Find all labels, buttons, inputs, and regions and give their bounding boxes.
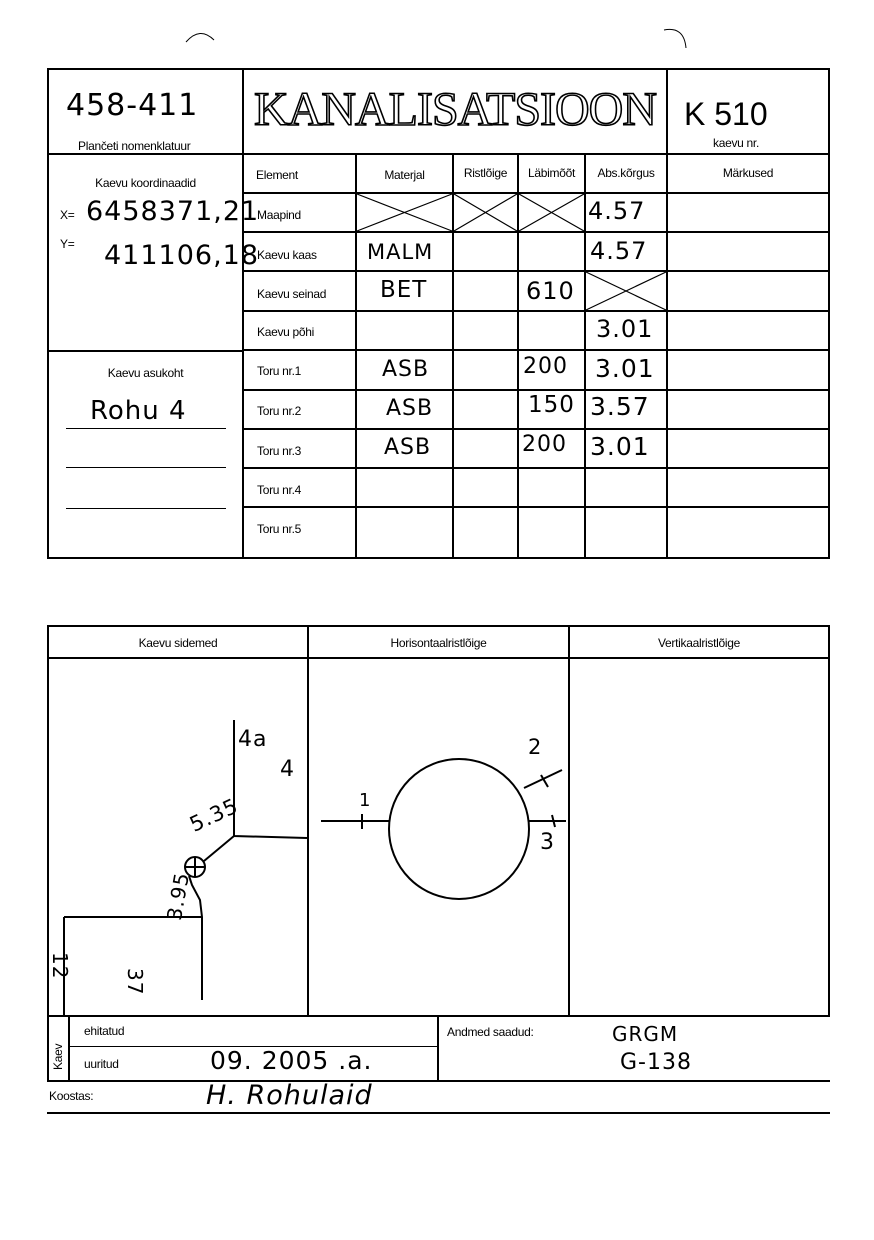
row-label: Toru nr.2: [257, 404, 301, 418]
nomenclature-label: Plančeti nomenklatuur: [78, 139, 191, 153]
author-label: Koostas:: [49, 1089, 94, 1103]
cell-abs-height: 3.01: [596, 315, 654, 343]
well-number-label: kaevu nr.: [713, 136, 759, 150]
cell-diameter: 610: [526, 277, 575, 305]
nomenclature-value: 458-411: [66, 88, 199, 123]
location-label: Kaevu asukoht: [107, 366, 184, 380]
form-title: KANALISATSIOON: [254, 83, 656, 136]
x-prefix: X=: [60, 208, 75, 222]
source-value-1: GRGM: [612, 1022, 679, 1046]
pipe-1-label: 1: [359, 790, 372, 811]
header-element: Element: [256, 168, 298, 182]
header-cross-section: Ristlõige: [463, 166, 508, 180]
horizontal-section-label: Horisontaalristlõige: [390, 636, 487, 650]
row-label: Kaevu kaas: [257, 248, 317, 262]
cell-abs-height: 3.57: [590, 392, 650, 421]
row-label: Toru nr.3: [257, 444, 301, 458]
cell-diameter: 200: [523, 354, 568, 379]
well-number-value: K 510: [684, 96, 768, 132]
well-side-label: Kaev: [51, 1043, 65, 1070]
coordinates-label: Kaevu koordinaadid: [95, 176, 196, 190]
vertical-section-label: Vertikaalristlõige: [658, 636, 740, 650]
source-label: Andmed saadud:: [447, 1025, 534, 1039]
cell-material: ASB: [382, 357, 430, 382]
header-abs-height: Abs.kõrgus: [597, 166, 655, 180]
row-label: Toru nr.1: [257, 364, 301, 378]
cell-abs-height: 4.57: [590, 237, 648, 265]
x-coordinate-value: 6458371,21: [86, 196, 260, 227]
row-label: Kaevu seinad: [257, 287, 327, 301]
dimension-12-label: 12: [48, 952, 72, 980]
header-material: Materjal: [384, 168, 425, 182]
row-label: Kaevu põhi: [257, 325, 315, 339]
cell-abs-height: 3.01: [595, 354, 655, 383]
cell-abs-height: 3.01: [590, 432, 650, 461]
surveyed-value: 09. 2005 .a.: [210, 1046, 373, 1075]
source-value-2: G-138: [620, 1050, 692, 1075]
cell-material: ASB: [386, 396, 434, 421]
row-label: Maapind: [257, 208, 301, 222]
header-diameter: Läbimõõt: [528, 166, 575, 180]
built-label: ehitatud: [84, 1024, 125, 1038]
cell-diameter: 200: [522, 432, 567, 457]
cell-material: MALM: [367, 240, 434, 264]
surveyed-label: uuritud: [84, 1057, 119, 1071]
cell-material: BET: [380, 277, 428, 303]
distance-395-label: 3.95: [162, 870, 195, 923]
author-value: H. Rohulaid: [206, 1080, 373, 1111]
connections-label: Kaevu sidemed: [138, 636, 218, 650]
location-value: Rohu 4: [90, 396, 187, 426]
pipe-3-label: 3: [540, 830, 555, 855]
cell-material: ASB: [384, 435, 432, 460]
y-coordinate-value: 411106,18: [104, 240, 260, 271]
header-notes: Märkused: [722, 166, 774, 180]
row-label: Toru nr.4: [257, 483, 301, 497]
cell-abs-height: 4.57: [588, 197, 646, 225]
pipe-2-label: 2: [528, 735, 543, 759]
y-prefix: Y=: [60, 237, 75, 251]
cell-diameter: 150: [528, 392, 575, 418]
dimension-37-label: 37: [123, 968, 147, 996]
address-4a-label: 4a: [238, 727, 268, 752]
address-4-label: 4: [280, 757, 295, 782]
distance-535-label: 5.35: [186, 793, 243, 837]
row-label: Toru nr.5: [257, 522, 301, 536]
